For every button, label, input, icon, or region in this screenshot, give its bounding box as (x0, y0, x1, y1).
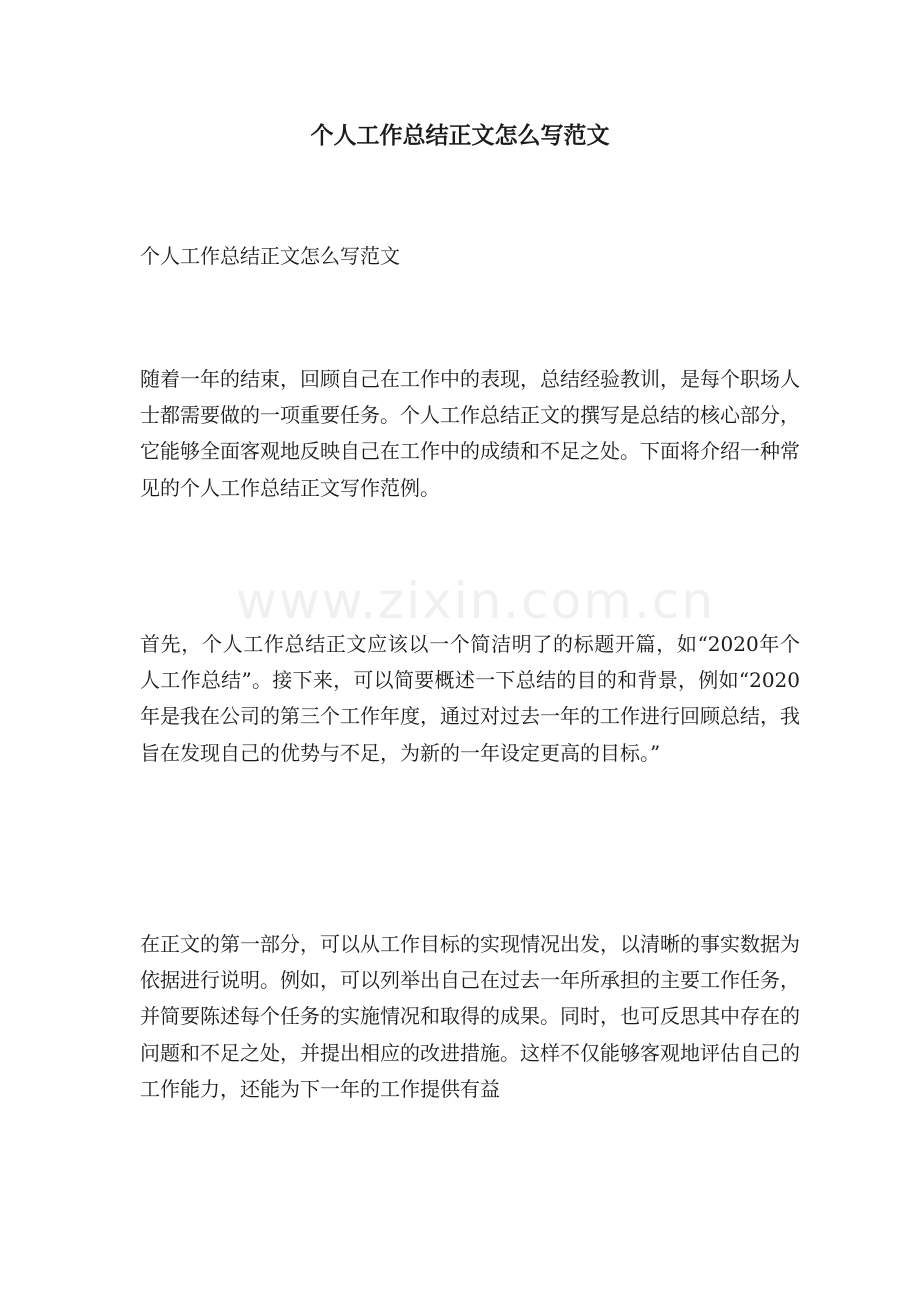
watermark: www.zixin.com.cn (236, 572, 716, 630)
paragraph-first-section: 在正文的第一部分，可以从工作目标的实现情况出发，以清晰的事实数据为依据进行说明。例如，可以列举出自己在过去一年所承担的主要工作任务，并简要陈述每个任务的实施情况和取得的成果。同时，也可反思其中存在的问题和不足之处，并提出相应的改进措施。这样不仅能够客观地评估自己的工作能力，还能为下一年的工作提供有益 (140, 932, 800, 1101)
document-title: 个人工作总结正文怎么写范文 (310, 122, 610, 149)
paragraph-title-guidance: 首先，个人工作总结正文应该以一个简洁明了的标题开篇，如“2020年个人工作总结”。接下来，可以简要概述一下总结的目的和背景，例如“2020年是我在公司的第三个工作年度，通过对过去一年的工作进行回顾总结，我旨在发现自己的优势与不足，为新的一年设定更高的目标。” (140, 632, 800, 765)
paragraph-intro: 随着一年的结束，回顾自己在工作中的表现，总结经验教训，是每个职场人士都需要做的一项重要任务。个人工作总结正文的撰写是总结的核心部分，它能够全面客观地反映自己在工作中的成绩和不足之处。下面将介绍一种常见的个人工作总结正文写作范例。 (140, 367, 800, 500)
document-subtitle: 个人工作总结正文怎么写范文 (140, 244, 400, 268)
